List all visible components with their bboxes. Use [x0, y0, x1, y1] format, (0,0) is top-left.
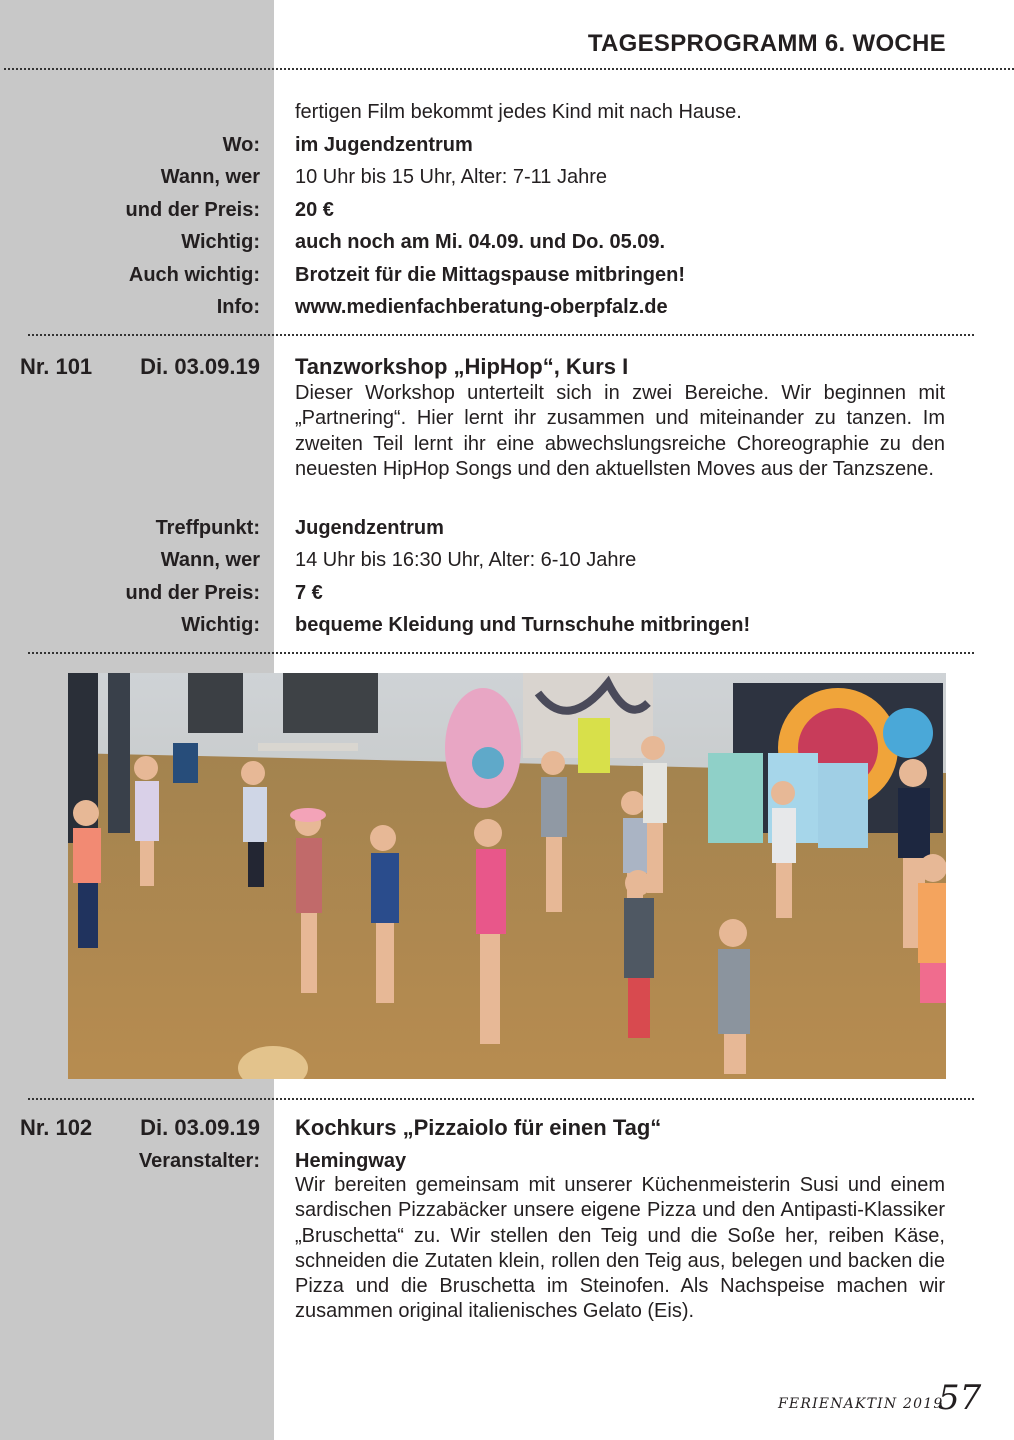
label-wann: Wann, wer — [160, 549, 260, 571]
value-wo: im Jugendzentrum — [295, 134, 473, 156]
value-info: www.medienfachberatung-oberpfalz.de — [295, 296, 668, 318]
label-info: Info: — [216, 296, 260, 318]
label-wo: Wo: — [222, 134, 260, 156]
divider — [28, 1098, 974, 1100]
event-102-title: Kochkurs „Pizzaiolo für einen Tag“ — [295, 1115, 662, 1140]
page-title: TAGESPROGRAMM 6. WOCHE — [587, 30, 946, 57]
value-treffpunkt: Jugendzentrum — [295, 517, 444, 539]
event-102-description: Wir bereiten gemeinsam mit unserer Küchenmeisterin Susi und einem sardischen Pizzabäcker unsere eigene Pizza und den Antipasti-Klassiker „Bruschetta“ zu. Wir stellen den Teig und die Soße her, reiben Käse, schneiden die Zutaten klein, rollen den Teig aus, belegen und backen die Pizza und die Bruschetta im Steinofen. Als Nachspeise machen wir zusammen original italienisches Gelato (Eis). — [295, 1174, 945, 1323]
event-102-number: Nr. 102 — [20, 1115, 93, 1140]
footer-publication: FERIENAKTIN 2019 — [778, 1396, 944, 1412]
label-preis: und der Preis: — [125, 199, 260, 221]
value-wann: 14 Uhr bis 16:30 Uhr, Alter: 6-10 Jahre — [295, 549, 637, 571]
label-wichtig: Wichtig: — [181, 231, 260, 253]
continuation-text: fertigen Film bekommt jedes Kind mit nach Hause. — [295, 101, 742, 123]
page-number: 57 — [938, 1378, 982, 1418]
event-102-date: Di. 03.09.19 — [140, 1115, 260, 1140]
event-101-description: Dieser Workshop unterteilt sich in zwei Bereiche. Wir beginnen mit „Partnering“. Hier lernt ihr zusammen und miteinander zu tanzen. Im zweiten Teil lernt ihr eine abwechslungsreiche Choreographie zu den neuesten HipHop Songs und den aktuellsten Moves aus der Tanzszene. — [295, 382, 945, 480]
label-wann: Wann, wer — [160, 166, 260, 188]
divider — [28, 334, 974, 336]
event-101-date: Di. 03.09.19 — [140, 354, 260, 379]
label-veranstalter: Veranstalter: — [138, 1150, 260, 1172]
label-wichtig: Wichtig: — [181, 614, 260, 636]
label-treffpunkt: Treffpunkt: — [155, 517, 260, 539]
divider — [28, 652, 974, 654]
footer — [760, 1378, 995, 1418]
value-veranstalter: Hemingway — [295, 1150, 407, 1172]
label-preis: und der Preis: — [125, 582, 260, 604]
value-wichtig: bequeme Kleidung und Turnschuhe mitbringen! — [295, 614, 751, 636]
label-auch-wichtig: Auch wichtig: — [128, 264, 260, 286]
value-wichtig: auch noch am Mi. 04.09. und Do. 05.09. — [295, 231, 666, 253]
event-101-number: Nr. 101 — [20, 354, 93, 379]
header-divider — [4, 68, 1014, 70]
value-auch-wichtig: Brotzeit für die Mittagspause mitbringen! — [295, 264, 686, 286]
event-101-title: Tanzworkshop „HipHop“, Kurs I — [295, 354, 629, 379]
value-preis: 20 € — [295, 199, 334, 221]
dance-photo-illustration — [68, 673, 946, 1079]
value-wann: 10 Uhr bis 15 Uhr, Alter: 7-11 Jahre — [295, 166, 608, 188]
event-photo — [68, 673, 946, 1079]
value-preis: 7 € — [295, 582, 323, 604]
